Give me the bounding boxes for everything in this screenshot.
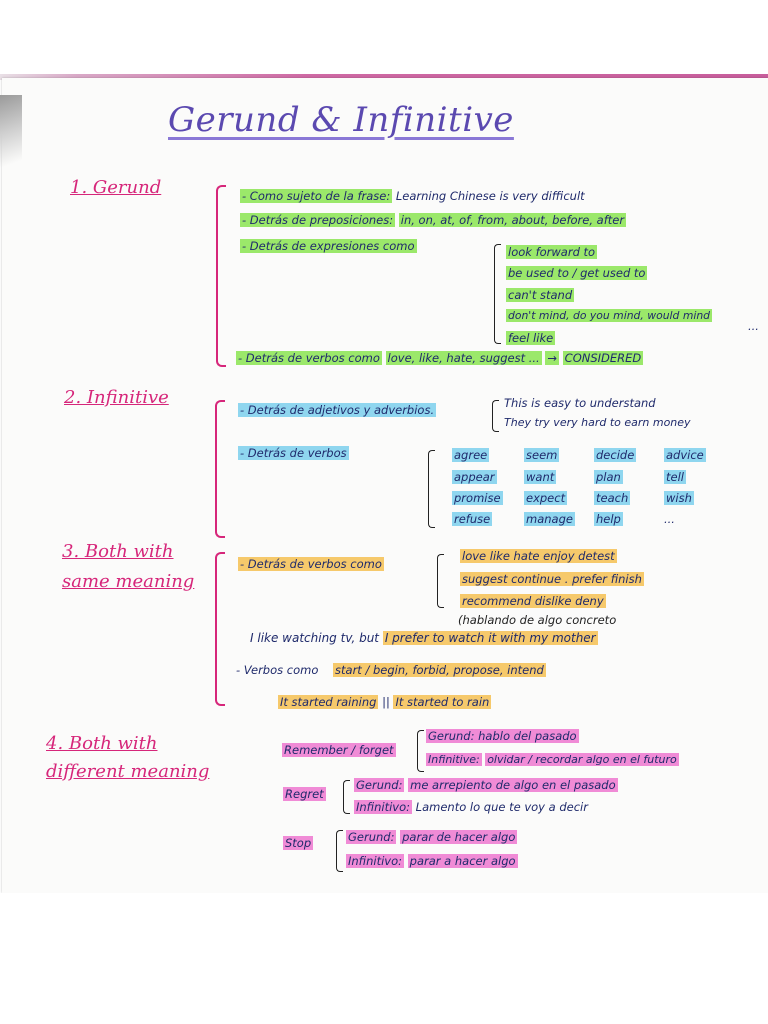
remember-infinitive: Infinitive: olvidar / recordar algo en el futuro [428, 753, 677, 766]
gerund-heading: 1. Gerund [70, 177, 162, 198]
different-meaning-heading-2: different meaning [46, 761, 210, 782]
verb-cell: decide [596, 448, 635, 462]
verb-cell: manage [526, 512, 573, 526]
verb-cell: advice [666, 448, 704, 462]
regret-label: Regret [285, 787, 324, 801]
same-meaning-heading-2: same meaning [62, 571, 195, 592]
verb-cell: refuse [454, 512, 491, 526]
remember-gerund: Gerund: hablo del pasado [428, 729, 577, 743]
adjective-examples-brace [492, 400, 499, 432]
different-meaning-heading: 4. Both with [46, 733, 158, 754]
verb-cell: wish [666, 491, 692, 505]
verb-cell: ... [664, 512, 675, 526]
expression-item: feel like [508, 331, 554, 345]
infinitive-example: They try very hard to earn money [504, 416, 691, 429]
gerund-brace [216, 185, 226, 367]
page-title: Gerund & Infinitive [168, 100, 514, 140]
verb-cell: seem [526, 448, 558, 462]
stop-infinitive: Infinitivo: parar a hacer algo [348, 854, 516, 868]
same-verbs-row: love like hate enjoy detest [462, 549, 615, 563]
same-verbs-brace [437, 554, 444, 608]
binder-shadow [0, 95, 22, 185]
same-meaning-heading: 3. Both with [62, 541, 174, 562]
expressions-brace [494, 244, 501, 344]
same-note: (hablando de algo concreto [458, 613, 617, 627]
verb-cell: promise [454, 491, 501, 505]
gerund-line-2: - Detrás de preposiciones: in, on, at, of, from, about, before, after [242, 213, 625, 227]
expression-item: be used to / get used to [508, 266, 646, 280]
gerund-line-4: - Detrás de verbos como love, like, hate, suggest ... → CONSIDERED [238, 351, 642, 365]
regret-infinitive: Infinitivo: Lamento lo que te voy a decir [356, 800, 588, 814]
infinitive-example: This is easy to understand [504, 396, 656, 410]
gerund-line-1: - Como sujeto de la frase: Learning Chinese is very difficult [242, 189, 585, 203]
verb-cell: agree [454, 448, 488, 462]
verb-cell: plan [596, 470, 621, 484]
gerund-line-3: - Detrás de expresiones como [242, 239, 415, 253]
verb-cell: help [596, 512, 621, 526]
stop-brace [336, 830, 343, 872]
regret-gerund: Gerund: me arrepiento de algo en el pasado [356, 778, 616, 792]
regret-brace [343, 780, 350, 814]
same-verbs-row: recommend dislike deny [462, 594, 604, 608]
verb-cell: expect [526, 491, 566, 505]
same-line-1: - Detrás de verbos como [240, 557, 382, 571]
page-bottom-margin [0, 893, 768, 1024]
expression-item: don't mind, do you mind, would mind [508, 309, 711, 322]
stop-gerund: Gerund: parar de hacer algo [348, 830, 516, 844]
verb-cell: tell [666, 470, 684, 484]
expression-ellipsis: ... [748, 319, 759, 333]
remember-brace [417, 730, 424, 772]
infinitive-heading: 2. Infinitive [64, 387, 169, 408]
same-line-2: - Verbos como start / begin, forbid, propose, intend [236, 663, 544, 677]
infinitive-line-1: - Detrás de adjetivos y adverbios. [240, 403, 435, 417]
verb-cell: want [526, 470, 555, 484]
infinitive-brace [215, 400, 225, 538]
same-example-1: I like watching tv, but I prefer to watch it with my mother [250, 631, 596, 645]
same-verbs-row: suggest continue . prefer finish [462, 572, 642, 586]
infinitive-line-2: - Detrás de verbos [240, 446, 347, 460]
verb-cell: teach [596, 491, 629, 505]
same-meaning-brace [215, 552, 225, 706]
verb-cell: appear [454, 470, 495, 484]
expression-item: can't stand [508, 288, 573, 302]
stop-label: Stop [285, 836, 312, 850]
same-example-2: It started raining || It started to rain [280, 695, 490, 709]
remember-label: Remember / forget [284, 743, 394, 757]
verbs-brace [428, 450, 435, 528]
expression-item: look forward to [508, 245, 596, 259]
